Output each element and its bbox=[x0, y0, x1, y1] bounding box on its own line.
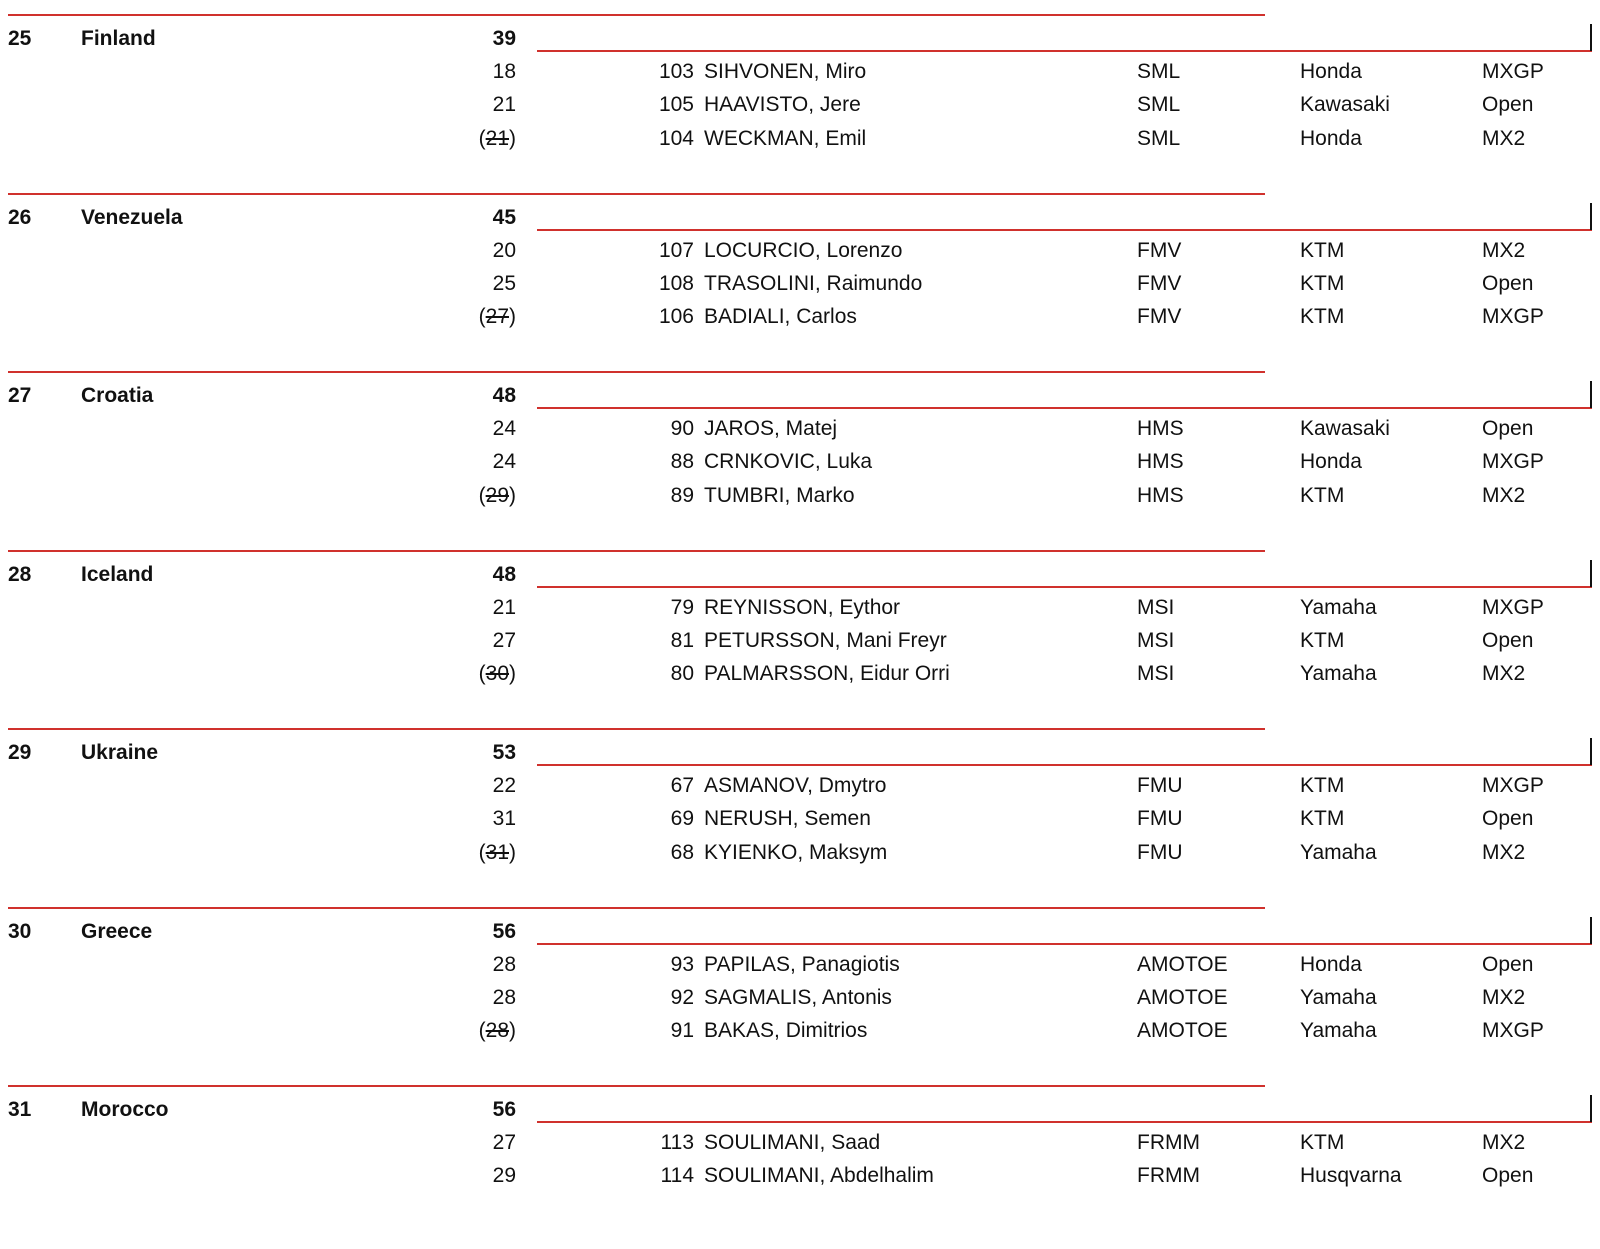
rider-number: 69 bbox=[670, 807, 694, 831]
team-separator-line bbox=[8, 728, 1265, 730]
team-name: Greece bbox=[81, 919, 153, 943]
team-separator-line bbox=[8, 550, 1265, 552]
rider-number: 93 bbox=[670, 952, 694, 976]
team-header-row bbox=[0, 24, 1600, 54]
rider-number: 106 bbox=[658, 305, 694, 329]
team-separator-line bbox=[8, 1085, 1265, 1087]
rider-class: Open bbox=[1482, 628, 1534, 652]
rider-score: 18 bbox=[492, 60, 516, 83]
rider-score: 22 bbox=[492, 774, 516, 797]
rider-number: 107 bbox=[658, 238, 694, 262]
rider-dropped-score: (31) bbox=[478, 840, 516, 864]
rider-bike: Honda bbox=[1300, 952, 1362, 976]
dropped-score-value: 27 bbox=[485, 305, 509, 329]
rider-class: MXGP bbox=[1482, 774, 1544, 797]
rider-class: MX2 bbox=[1482, 1131, 1526, 1154]
rider-name: REYNISSON, Eythor bbox=[704, 595, 901, 619]
rider-row bbox=[0, 57, 1600, 87]
rider-score: 31 bbox=[492, 807, 516, 831]
rider-row bbox=[0, 804, 1600, 834]
rider-name: BAKAS, Dimitrios bbox=[704, 1019, 868, 1043]
team-name: Iceland bbox=[81, 562, 154, 586]
rider-name: PALMARSSON, Eidur Orri bbox=[704, 662, 950, 686]
rider-row bbox=[0, 414, 1600, 444]
rider-class: MXGP bbox=[1482, 450, 1544, 474]
team-total-points: 39 bbox=[492, 27, 516, 50]
rider-row bbox=[0, 1016, 1600, 1046]
team-header-row bbox=[0, 738, 1600, 768]
rider-number: 104 bbox=[658, 126, 694, 150]
rider-row bbox=[0, 447, 1600, 477]
rider-name: SOULIMANI, Saad bbox=[704, 1131, 881, 1154]
team-separator-line bbox=[8, 193, 1265, 195]
rider-number: 108 bbox=[658, 271, 694, 295]
rider-federation: SML bbox=[1137, 60, 1181, 83]
team-block bbox=[0, 893, 1600, 1071]
rider-row bbox=[0, 236, 1600, 266]
rider-number: 113 bbox=[660, 1131, 694, 1154]
rider-score: 25 bbox=[492, 271, 516, 295]
rider-number: 105 bbox=[658, 93, 694, 117]
rider-name: JAROS, Matej bbox=[704, 417, 838, 440]
rider-dropped-score: (21) bbox=[478, 126, 516, 150]
dropped-score-value: 31 bbox=[485, 840, 509, 864]
team-block bbox=[0, 357, 1600, 535]
team-name: Venezuela bbox=[81, 205, 183, 229]
rider-number: 81 bbox=[670, 628, 694, 652]
rider-number: 79 bbox=[670, 595, 694, 619]
rider-name: BADIALI, Carlos bbox=[704, 305, 857, 329]
team-total-points: 56 bbox=[492, 1098, 516, 1121]
rider-row bbox=[0, 1161, 1600, 1191]
rider-number: 80 bbox=[670, 662, 694, 686]
rider-row bbox=[0, 838, 1600, 868]
rider-bike: Honda bbox=[1300, 450, 1362, 474]
rider-score: 24 bbox=[492, 417, 516, 440]
rider-row bbox=[0, 659, 1600, 689]
rider-federation: FRMM bbox=[1137, 1164, 1200, 1188]
team-separator-line bbox=[8, 371, 1265, 373]
rider-name: ASMANOV, Dmytro bbox=[704, 774, 887, 797]
rider-score: 27 bbox=[492, 628, 516, 652]
rider-federation: FMV bbox=[1137, 238, 1182, 262]
rider-dropped-score: (30) bbox=[478, 662, 516, 686]
rider-number: 89 bbox=[670, 483, 694, 507]
rider-score: 24 bbox=[492, 450, 516, 474]
rider-dropped-score: (29) bbox=[478, 483, 516, 507]
dropped-score-value: 21 bbox=[485, 126, 509, 150]
team-total-points: 45 bbox=[492, 205, 516, 229]
rider-class: MXGP bbox=[1482, 1019, 1544, 1043]
rider-score: 20 bbox=[492, 238, 516, 262]
rider-name: KYIENKO, Maksym bbox=[704, 840, 888, 864]
rider-bike: Honda bbox=[1300, 60, 1362, 83]
rider-bike: Yamaha bbox=[1300, 985, 1377, 1009]
rider-name: TUMBRI, Marko bbox=[704, 483, 855, 507]
team-position: 28 bbox=[8, 562, 32, 586]
rider-bike: Honda bbox=[1300, 126, 1362, 150]
rider-class: Open bbox=[1482, 417, 1534, 440]
rider-class: MX2 bbox=[1482, 483, 1526, 507]
rider-class: MX2 bbox=[1482, 662, 1526, 686]
rider-score: 27 bbox=[492, 1131, 516, 1154]
rider-federation: HMS bbox=[1137, 483, 1184, 507]
rider-federation: HMS bbox=[1137, 417, 1184, 440]
rider-name: SAGMALIS, Antonis bbox=[704, 985, 892, 1009]
rider-federation: SML bbox=[1137, 126, 1181, 150]
team-total-points: 48 bbox=[492, 562, 516, 586]
rider-score: 21 bbox=[492, 93, 516, 117]
rider-class: Open bbox=[1482, 807, 1534, 831]
team-total-points: 53 bbox=[492, 741, 516, 764]
rider-row bbox=[0, 302, 1600, 332]
team-position: 25 bbox=[8, 27, 32, 50]
rider-federation: MSI bbox=[1137, 595, 1175, 619]
dropped-score-value: 28 bbox=[485, 1019, 509, 1043]
rider-federation: FMV bbox=[1137, 271, 1182, 295]
dropped-score-value: 29 bbox=[485, 483, 509, 507]
rider-row bbox=[0, 1128, 1600, 1158]
team-header-row bbox=[0, 560, 1600, 590]
rider-number: 114 bbox=[660, 1164, 694, 1188]
team-position: 29 bbox=[8, 741, 32, 764]
rider-class: MXGP bbox=[1482, 595, 1544, 619]
team-total-points: 48 bbox=[492, 384, 516, 407]
rider-bike: KTM bbox=[1300, 628, 1345, 652]
rider-class: MXGP bbox=[1482, 305, 1544, 329]
rider-score: 29 bbox=[492, 1164, 516, 1188]
rider-name: CRNKOVIC, Luka bbox=[704, 450, 873, 474]
rider-federation: AMOTOE bbox=[1137, 985, 1228, 1009]
rider-class: MX2 bbox=[1482, 985, 1526, 1009]
rider-name: PETURSSON, Mani Freyr bbox=[704, 628, 947, 652]
rider-class: Open bbox=[1482, 952, 1534, 976]
rider-name: LOCURCIO, Lorenzo bbox=[704, 238, 903, 262]
rider-bike: KTM bbox=[1300, 271, 1345, 295]
team-name: Ukraine bbox=[81, 741, 159, 764]
rider-number: 91 bbox=[670, 1019, 694, 1043]
rider-federation: SML bbox=[1137, 93, 1181, 117]
rider-federation: MSI bbox=[1137, 628, 1175, 652]
team-position: 26 bbox=[8, 205, 32, 229]
team-header-row bbox=[0, 1095, 1600, 1125]
rider-bike: Kawasaki bbox=[1300, 93, 1390, 117]
rider-federation: FRMM bbox=[1137, 1131, 1200, 1154]
rider-federation: FMU bbox=[1137, 774, 1183, 797]
rider-bike: Yamaha bbox=[1300, 1019, 1377, 1043]
rider-number: 88 bbox=[670, 450, 694, 474]
team-position: 30 bbox=[8, 919, 32, 943]
rider-row bbox=[0, 771, 1600, 801]
team-block bbox=[0, 714, 1600, 892]
rider-class: MX2 bbox=[1482, 238, 1526, 262]
rider-class: Open bbox=[1482, 1164, 1534, 1188]
rider-bike: Yamaha bbox=[1300, 595, 1377, 619]
rider-class: Open bbox=[1482, 271, 1534, 295]
rider-class: MX2 bbox=[1482, 840, 1526, 864]
rider-bike: KTM bbox=[1300, 238, 1345, 262]
rider-row bbox=[0, 481, 1600, 511]
rider-number: 67 bbox=[670, 774, 694, 797]
rider-bike: KTM bbox=[1300, 774, 1345, 797]
rider-score: 28 bbox=[492, 985, 516, 1009]
rider-row bbox=[0, 626, 1600, 656]
rider-name: PAPILAS, Panagiotis bbox=[704, 952, 900, 976]
rider-row bbox=[0, 90, 1600, 120]
rider-number: 68 bbox=[670, 840, 694, 864]
rider-bike: Yamaha bbox=[1300, 840, 1377, 864]
rider-name: WECKMAN, Emil bbox=[704, 126, 867, 150]
team-block bbox=[0, 1071, 1600, 1249]
rider-name: SIHVONEN, Miro bbox=[704, 60, 867, 83]
team-header-row bbox=[0, 917, 1600, 947]
rider-bike: KTM bbox=[1300, 483, 1345, 507]
rider-name: SOULIMANI, Abdelhalim bbox=[704, 1164, 934, 1188]
rider-federation: MSI bbox=[1137, 662, 1175, 686]
rider-row bbox=[0, 269, 1600, 299]
rider-bike: KTM bbox=[1300, 807, 1345, 831]
rider-name: NERUSH, Semen bbox=[704, 807, 871, 831]
team-name: Finland bbox=[81, 27, 156, 50]
rider-federation: FMV bbox=[1137, 305, 1182, 329]
team-total-points: 56 bbox=[492, 919, 516, 943]
rider-class: Open bbox=[1482, 93, 1534, 117]
rider-class: MX2 bbox=[1482, 126, 1526, 150]
rider-row bbox=[0, 124, 1600, 154]
rider-federation: FMU bbox=[1137, 840, 1183, 864]
team-block bbox=[0, 0, 1600, 178]
rider-bike: KTM bbox=[1300, 1131, 1345, 1154]
team-separator-line bbox=[8, 907, 1265, 909]
rider-federation: FMU bbox=[1137, 807, 1183, 831]
rider-row bbox=[0, 950, 1600, 980]
rider-number: 103 bbox=[658, 60, 694, 83]
rider-row bbox=[0, 593, 1600, 623]
rider-federation: AMOTOE bbox=[1137, 952, 1228, 976]
rider-federation: HMS bbox=[1137, 450, 1184, 474]
team-block bbox=[0, 179, 1600, 357]
rider-score: 28 bbox=[492, 952, 516, 976]
rider-name: TRASOLINI, Raimundo bbox=[704, 271, 923, 295]
rider-dropped-score: (28) bbox=[478, 1019, 516, 1043]
rider-name: HAAVISTO, Jere bbox=[704, 93, 861, 117]
rider-federation: AMOTOE bbox=[1137, 1019, 1228, 1043]
rider-dropped-score: (27) bbox=[478, 305, 516, 329]
dropped-score-value: 30 bbox=[485, 662, 509, 686]
team-name: Morocco bbox=[81, 1098, 169, 1121]
team-header-row bbox=[0, 381, 1600, 411]
rider-number: 92 bbox=[670, 985, 694, 1009]
rider-bike: Kawasaki bbox=[1300, 417, 1390, 440]
team-separator-line bbox=[8, 14, 1265, 16]
team-header-row bbox=[0, 203, 1600, 233]
rider-row bbox=[0, 983, 1600, 1013]
team-block bbox=[0, 536, 1600, 714]
team-position: 31 bbox=[8, 1098, 32, 1121]
rider-score: 21 bbox=[492, 595, 516, 619]
rider-bike: Husqvarna bbox=[1300, 1164, 1402, 1188]
rider-bike: Yamaha bbox=[1300, 662, 1377, 686]
team-position: 27 bbox=[8, 384, 32, 407]
rider-bike: KTM bbox=[1300, 305, 1345, 329]
team-name: Croatia bbox=[81, 384, 154, 407]
rider-class: MXGP bbox=[1482, 60, 1544, 83]
rider-number: 90 bbox=[670, 417, 694, 440]
